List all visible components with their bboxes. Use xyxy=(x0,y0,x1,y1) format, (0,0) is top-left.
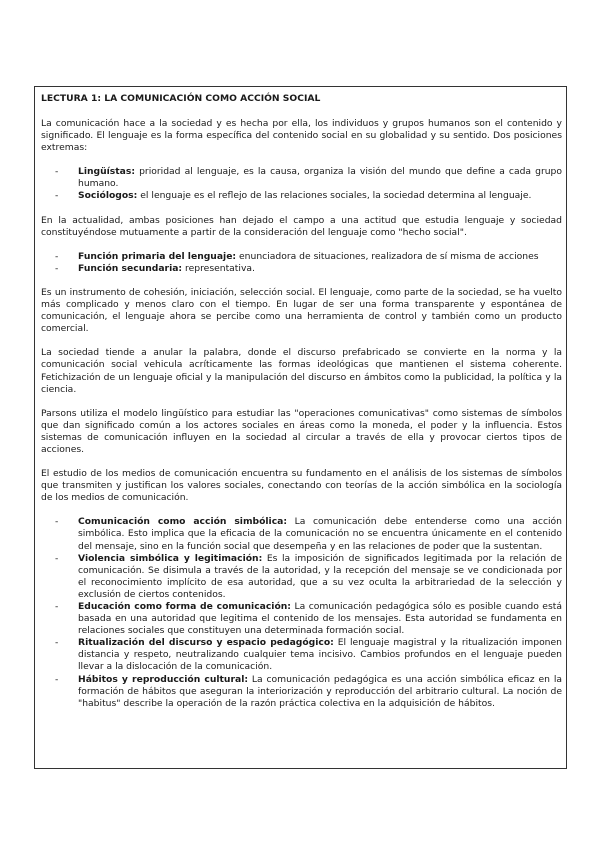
item-text: La comunicación pedagógica sólo es posible cuando está basada en una autoridad que legitima el contenido de los mensajes. Esta autoridad se fundamenta en relaciones sociales que constituyen una determinada formación social. xyxy=(78,601,562,637)
list-item xyxy=(41,637,562,673)
item-term: Lingüístas: xyxy=(78,166,136,178)
item-text: el lenguaje es el reflejo de las relaciones sociales, la sociedad determina al lenguaje. xyxy=(137,190,532,202)
list-item xyxy=(41,516,562,552)
reading-frame xyxy=(34,86,567,769)
item-term: Violencia simbólica y legitimación: xyxy=(78,552,263,564)
item-text: Es la imposición de significados legitimada por la relación de comunicación. Se disimula a través de la autoridad, y la recepción del mensaje se ve condicionada por el reconocimiento implícito de esa autoridad, que a su vez oculta la arbitrariedad de la selección y exclusión de ciertos contenidos. xyxy=(78,552,563,600)
item-term: Educación como forma de comunicación: xyxy=(78,601,291,612)
list-item xyxy=(41,251,562,263)
list-item xyxy=(41,190,562,202)
item-text: prioridad al lenguaje, es la causa, organiza la visión del mundo que define a cada grupo humano. xyxy=(78,166,562,190)
item-text: representativa. xyxy=(182,262,255,274)
paragraph-4: La sociedad tiende a anular la palabra, donde el discurso prefabricado se convierte en la norma y la comunicación social vehicula acríticamente las formas ideológicas que mantienen el sistema coherente. Fetichización de un lenguaje oficial y la manipulación del discurso en ámbitos como la publicidad, la política y la ciencia. xyxy=(41,347,562,395)
list-item xyxy=(41,263,562,275)
functions-list xyxy=(41,251,562,275)
concepts-list xyxy=(41,516,562,710)
paragraph-1: La comunicación hace a la sociedad y es hecha por ella, los individuos y grupos humanos son el contenido y significado. El lenguaje es la forma específica del contenido social en su globalidad y su sentido. Dos posiciones extremas: xyxy=(41,118,562,154)
item-term: Sociólogos: xyxy=(78,190,138,202)
paragraph-6: El estudio de los medios de comunicación encuentra su fundamento en el análisis de los sistemas de símbolos que transmiten y justifican los valores sociales, conectando con teorías de la acción simbólica en la sociología de los medios de comunicación. xyxy=(41,468,562,504)
item-term: Función secundaria: xyxy=(78,262,183,274)
positions-list xyxy=(41,166,562,202)
item-text: El lenguaje magistral y la ritualización imponen distancia y respeto, neutralizando cualquier tema incisivo. Cambios profundos en el lenguaje pueden llevar a la dislocación de la comunicación. xyxy=(78,637,562,673)
item-text: La comunicación debe entenderse como una acción simbólica. Esto implica que la eficacia de la comunicación no se encuentra únicamente en el contenido del mensaje, sino en la función social que desempeña y en las relaciones de poder que la sustentan. xyxy=(78,516,563,552)
item-term: Ritualización del discurso y espacio pedagógico: xyxy=(78,637,334,649)
item-text: La comunicación pedagógica es una acción simbólica eficaz en la formación de hábitos que aseguran la interiorización y reproducción del arbitrario cultural. La noción de "habitus" describe la operación de la razón práctica colectiva en la adquisición de hábitos. xyxy=(78,673,563,709)
list-item xyxy=(41,674,562,710)
item-term: Función primaria del lenguaje: xyxy=(78,250,237,262)
item-term: Hábitos y reproducción cultural: xyxy=(78,673,249,685)
paragraph-5: Parsons utiliza el modelo lingüístico para estudiar las "operaciones comunicativas" como sistemas de símbolos que dan significado común a los actores sociales en áreas como la moneda, el poder y la influencia. Estos sistemas de comunicación influyen en la sociedad al circular a través de ella y provocar ciertos tipos de acciones. xyxy=(41,407,562,455)
item-text: enunciadora de situaciones, realizadora de sí misma de acciones xyxy=(236,250,539,262)
reading-title: LECTURA 1: LA COMUNICACIÓN COMO ACCIÓN SOCIAL xyxy=(41,93,321,104)
list-item xyxy=(41,601,562,637)
item-term: Comunicación como acción simbólica: xyxy=(78,516,288,528)
list-item xyxy=(41,166,562,190)
paragraph-2: En la actualidad, ambas posiciones han dejado el campo a una actitud que estudia lenguaje y sociedad constituyéndose mutuamente a partir de la consideración del lenguaje como "hecho social". xyxy=(41,214,562,238)
list-item xyxy=(41,553,562,601)
paragraph-3: Es un instrumento de cohesión, iniciación, selección social. El lenguaje, como parte de la sociedad, se ha vuelto más complicado y menos claro con el tiempo. En lugar de ser una forma transparente y espontánea de comunicación, el lenguaje ahora se percibe como una herramienta de control y también como un producto comercial. xyxy=(41,286,562,335)
